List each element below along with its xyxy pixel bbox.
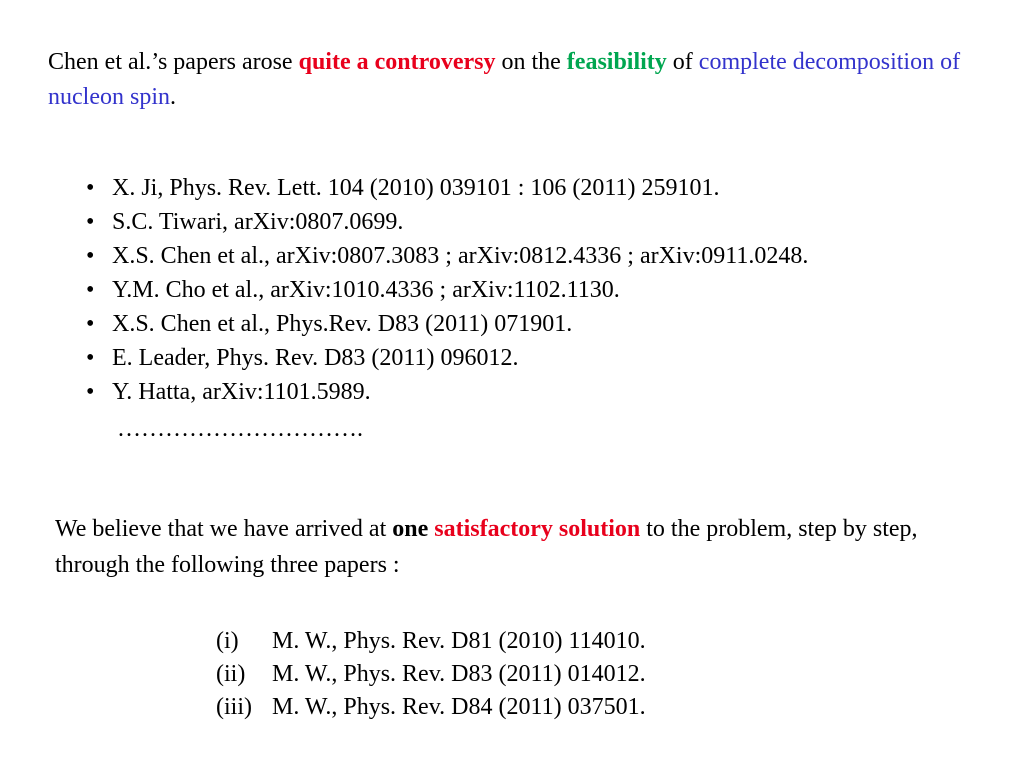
reference-item	[86, 375, 808, 409]
own-paper-number: (i)	[216, 628, 239, 654]
one-highlight: one	[392, 516, 429, 542]
bullet-icon: •	[86, 311, 95, 337]
intro-text-4: .	[169, 84, 176, 110]
bullet-icon: •	[86, 345, 95, 371]
own-paper-number: (iii)	[216, 694, 252, 720]
belief-text-1: We believe that we have arrived at	[55, 516, 393, 542]
own-paper-list	[216, 624, 646, 723]
reference-text: Y.M. Cho et al., arXiv:1010.4336 ; arXiv:1102.1130.	[112, 277, 620, 303]
intro-text-2: on the	[495, 49, 567, 75]
intro-paragraph	[48, 45, 988, 115]
own-paper-item	[216, 690, 646, 723]
belief-text-3: to the problem, step by step, through the following three papers :	[55, 516, 918, 578]
bullet-icon: •	[86, 209, 95, 235]
reference-list	[86, 171, 808, 409]
decomposition-highlight: complete decomposition of nucleon spin	[48, 49, 961, 110]
ellipsis-line: ………………………….	[117, 416, 363, 442]
intro-text-3: of	[666, 49, 699, 75]
reference-item	[86, 239, 808, 273]
bullet-icon: •	[86, 243, 95, 269]
own-paper-text: M. W., Phys. Rev. D84 (2011) 037501.	[272, 694, 646, 720]
reference-item	[86, 171, 808, 205]
reference-item	[86, 307, 808, 341]
reference-text: X. Ji, Phys. Rev. Lett. 104 (2010) 039101 : 106 (2011) 259101.	[112, 175, 720, 201]
bullet-icon: •	[86, 277, 95, 303]
own-paper-item	[216, 657, 646, 690]
reference-text: Y. Hatta, arXiv:1101.5989.	[112, 379, 371, 405]
reference-text: X.S. Chen et al., Phys.Rev. D83 (2011) 071901.	[112, 311, 573, 337]
reference-text: S.C. Tiwari, arXiv:0807.0699.	[112, 209, 404, 235]
own-paper-item	[216, 624, 646, 657]
reference-text: X.S. Chen et al., arXiv:0807.3083 ; arXiv:0812.4336 ; arXiv:0911.0248.	[112, 243, 809, 269]
reference-item	[86, 341, 808, 375]
bullet-icon: •	[86, 379, 95, 405]
own-paper-text: M. W., Phys. Rev. D83 (2011) 014012.	[272, 661, 646, 687]
reference-item	[86, 205, 808, 239]
reference-item	[86, 273, 808, 307]
solution-highlight: satisfactory solution	[434, 516, 641, 542]
own-paper-number: (ii)	[216, 661, 246, 687]
feasibility-highlight: feasibility	[566, 49, 667, 75]
reference-text: E. Leader, Phys. Rev. D83 (2011) 096012.	[112, 345, 519, 371]
own-paper-text: M. W., Phys. Rev. D81 (2010) 114010.	[272, 628, 646, 654]
controversy-highlight: quite a controversy	[298, 49, 496, 75]
bullet-icon: •	[86, 175, 95, 201]
intro-text-1: Chen et al.’s papers arose	[48, 49, 299, 75]
belief-paragraph	[55, 511, 985, 583]
